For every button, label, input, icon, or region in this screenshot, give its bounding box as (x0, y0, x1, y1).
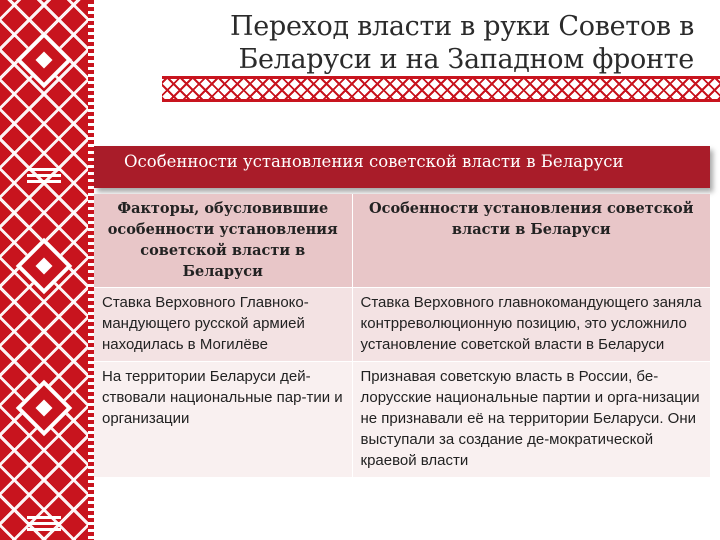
ornament-bar (27, 522, 61, 525)
ornament-diamond (16, 32, 73, 89)
ornament-bar (27, 528, 61, 531)
table-cell-feature: Ставка Верховного главнокомандующего заняла контрреволюционную позицию, это усложнило установление советской власти в Беларуси (352, 288, 710, 362)
left-ornament-border (0, 0, 88, 540)
table-header-row (94, 194, 710, 288)
features-table (94, 194, 710, 478)
table-cell-feature: Признавая советскую власть в России, бе-лорусские национальные партии и орга-низации не признавали её на территории Беларуси. Они выступали за создание де-мократической краевой власти (352, 362, 710, 478)
section-header: Особенности установления советской власти в Беларуси (94, 146, 710, 188)
title-line-1: Переход власти в руки Советов в (230, 11, 694, 42)
ornament-diamond (16, 238, 73, 295)
table-header-factors: Факторы, обусловившие особенности установления советской власти в Беларуси (94, 194, 352, 288)
ornament-bar (27, 168, 61, 171)
ornament-diamond (16, 380, 73, 437)
ornament-bar (27, 516, 61, 519)
table-header-features: Особенности установления советской власти в Беларуси (352, 194, 710, 288)
table-cell-factor: Ставка Верховного Главноко-мандующего русской армией находилась в Могилёве (94, 288, 352, 362)
ornament-bar (27, 180, 61, 183)
table-row (94, 288, 710, 362)
top-ornament-band (162, 76, 720, 102)
table-cell-factor: На территории Беларуси дей-ствовали национальные пар-тии и организации (94, 362, 352, 478)
title-line-2: Беларуси и на Западном фронте (238, 44, 694, 75)
ornament-bar (27, 174, 61, 177)
table-row (94, 362, 710, 478)
slide-title (194, 10, 694, 76)
